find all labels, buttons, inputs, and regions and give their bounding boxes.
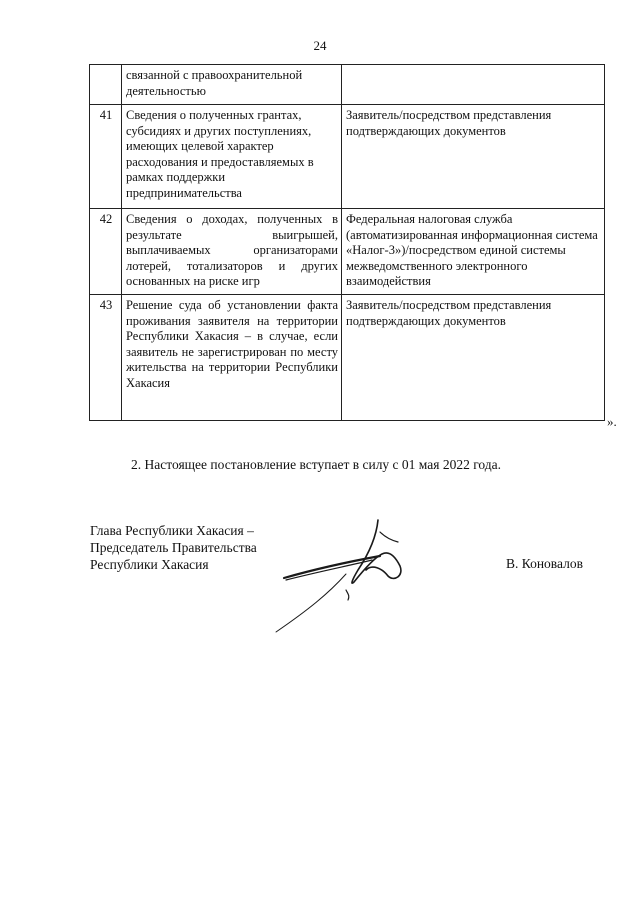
signer-title-line: Республики Хакасия [90,557,209,572]
clause-2-text: 2. Настоящее постановление вступает в силу с 01 мая 2022 года. [131,457,501,472]
signer-name: В. Коновалов [506,556,583,571]
row-source: Заявитель/посредством представления подтверждающих документов [342,105,605,209]
closing-quote: ». [607,414,617,429]
row-description: Сведения о полученных грантах, субсидиях и других поступлениях, имеющих целевой характер расходования и предоставляемых в рамках поддержки предпринимательства [122,105,342,209]
signer-title [90,522,257,573]
signer-title-line: Председатель Правительства [90,540,257,555]
row-number: 42 [90,209,122,295]
row-source: Заявитель/посредством представления подтверждающих документов [342,295,605,421]
row-number: 41 [90,105,122,209]
row-description: Сведения о доходах, полученных в результате выигрышей, выплачиваемых организаторами лотерей, тотализаторов и других основанных на риске игр [122,209,342,295]
row-description: связанной с правоохранительной деятельностью [122,65,342,105]
signer-title-line: Глава Республики Хакасия – [90,523,254,538]
row-number: 43 [90,295,122,421]
handwritten-signature [262,510,432,640]
row-number [90,65,122,105]
row-source: Федеральная налоговая служба (автоматизированная информационная система «Налог-3»)/посредством единой системы межведомственного электронного взаимодействия [342,209,605,295]
page-number: 24 [313,38,327,53]
row-source [342,65,605,105]
table-row [90,209,605,295]
row-description: Решение суда об установлении факта проживания заявителя на территории Республики Хакасия – в случае, если заявитель не зарегистрирован по месту жительства на территории Республики Хакасия [122,295,342,421]
table-row [90,105,605,209]
table-row [90,65,605,105]
document-table [89,64,605,421]
table-row [90,295,605,421]
